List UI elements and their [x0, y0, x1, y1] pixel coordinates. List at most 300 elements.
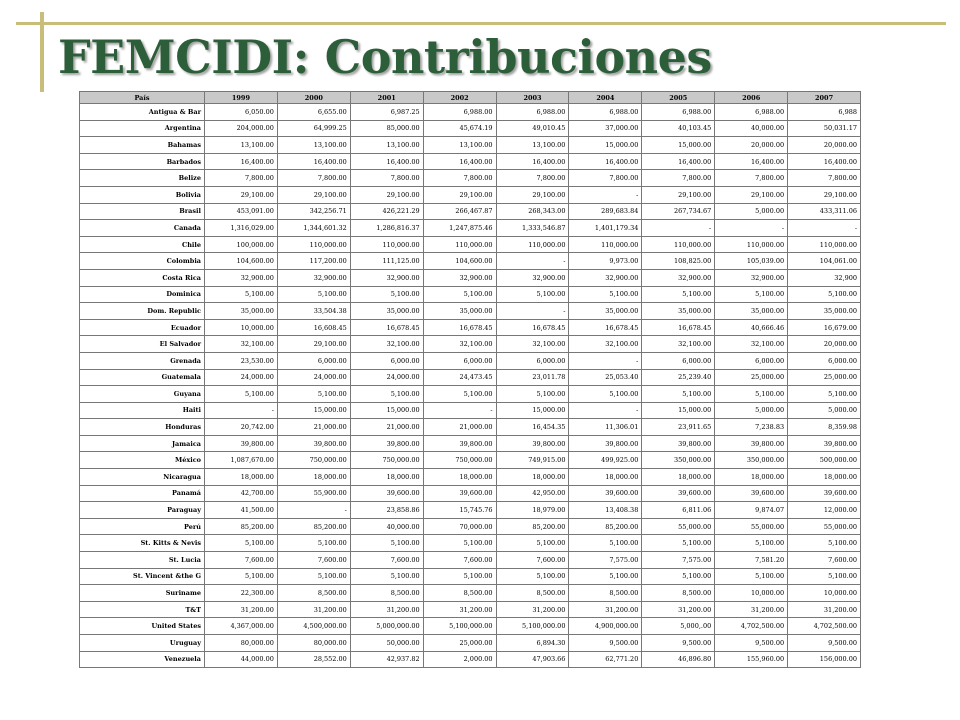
- value-cell: 5,000.00: [715, 402, 788, 419]
- value-cell: 500,000.00: [788, 452, 861, 469]
- value-cell: 35,000.00: [205, 303, 278, 320]
- value-cell: 45,674.19: [423, 120, 496, 137]
- value-cell: 8,500.00: [350, 585, 423, 602]
- value-cell: 7,238.83: [715, 419, 788, 436]
- value-cell: -: [496, 303, 569, 320]
- value-cell: 55,900.00: [277, 485, 350, 502]
- value-cell: 25,053.40: [569, 369, 642, 386]
- value-cell: 42,700.00: [205, 485, 278, 502]
- value-cell: 80,000.00: [277, 635, 350, 652]
- value-cell: 16,678.45: [569, 319, 642, 336]
- value-cell: 18,000.00: [569, 469, 642, 486]
- value-cell: 8,500.00: [496, 585, 569, 602]
- value-cell: 39,800.00: [496, 435, 569, 452]
- value-cell: 41,500.00: [205, 502, 278, 519]
- value-cell: 13,100.00: [277, 137, 350, 154]
- value-cell: 5,100.00: [715, 568, 788, 585]
- value-cell: 7,600.00: [423, 552, 496, 569]
- value-cell: 110,000.00: [715, 236, 788, 253]
- value-cell: 15,000.00: [277, 402, 350, 419]
- table-row: [80, 651, 861, 668]
- value-cell: 32,900.00: [423, 269, 496, 286]
- country-cell: Nicaragua: [80, 469, 205, 486]
- country-cell: St. Lucia: [80, 552, 205, 569]
- column-header-year: 1999: [205, 92, 278, 104]
- value-cell: 5,100,000.00: [496, 618, 569, 635]
- value-cell: -: [642, 220, 715, 237]
- value-cell: 5,100.00: [569, 386, 642, 403]
- value-cell: 5,100.00: [205, 568, 278, 585]
- country-cell: Uruguay: [80, 635, 205, 652]
- value-cell: 8,500.00: [423, 585, 496, 602]
- value-cell: 7,800.00: [496, 170, 569, 187]
- table-row: [80, 419, 861, 436]
- value-cell: 7,800.00: [569, 170, 642, 187]
- country-cell: Canada: [80, 220, 205, 237]
- country-cell: Panamá: [80, 485, 205, 502]
- value-cell: 29,100.00: [350, 186, 423, 203]
- value-cell: 6,988.00: [715, 104, 788, 121]
- value-cell: 85,000.00: [350, 120, 423, 137]
- value-cell: 31,200.00: [569, 601, 642, 618]
- value-cell: 100,000.00: [205, 236, 278, 253]
- value-cell: 4,367,000.00: [205, 618, 278, 635]
- table-row: [80, 518, 861, 535]
- value-cell: 6,000.00: [350, 352, 423, 369]
- value-cell: 10,000.00: [788, 585, 861, 602]
- value-cell: 32,900: [788, 269, 861, 286]
- table-row: [80, 120, 861, 137]
- value-cell: 32,100.00: [205, 336, 278, 353]
- value-cell: 433,311.06: [788, 203, 861, 220]
- table-row: [80, 568, 861, 585]
- table-body: [80, 104, 861, 668]
- value-cell: 64,999.25: [277, 120, 350, 137]
- value-cell: 2,000.00: [423, 651, 496, 668]
- value-cell: 39,800.00: [642, 435, 715, 452]
- value-cell: 453,091.00: [205, 203, 278, 220]
- column-header-year: 2004: [569, 92, 642, 104]
- country-cell: Belize: [80, 170, 205, 187]
- value-cell: 426,221.29: [350, 203, 423, 220]
- country-cell: Jamaica: [80, 435, 205, 452]
- value-cell: 25,000.00: [423, 635, 496, 652]
- table-row: [80, 552, 861, 569]
- value-cell: 6,987.25: [350, 104, 423, 121]
- value-cell: -: [496, 253, 569, 270]
- value-cell: 16,400.00: [350, 153, 423, 170]
- value-cell: 35,000.00: [569, 303, 642, 320]
- value-cell: 16,400.00: [277, 153, 350, 170]
- value-cell: 6,000.00: [642, 352, 715, 369]
- contributions-table-container: [79, 91, 860, 668]
- column-header-year: 2007: [788, 92, 861, 104]
- value-cell: 1,247,875.46: [423, 220, 496, 237]
- value-cell: 55,000.00: [715, 518, 788, 535]
- value-cell: 39,600.00: [569, 485, 642, 502]
- value-cell: -: [423, 402, 496, 419]
- value-cell: 7,575.00: [569, 552, 642, 569]
- value-cell: 267,734.67: [642, 203, 715, 220]
- value-cell: 32,900.00: [205, 269, 278, 286]
- column-header-year: 2000: [277, 92, 350, 104]
- table-row: [80, 303, 861, 320]
- table-row: [80, 435, 861, 452]
- value-cell: 31,200.00: [277, 601, 350, 618]
- country-cell: United States: [80, 618, 205, 635]
- value-cell: 5,100.00: [496, 535, 569, 552]
- value-cell: -: [569, 352, 642, 369]
- frame-accent-horizontal: [16, 22, 946, 25]
- value-cell: 110,000.00: [277, 236, 350, 253]
- value-cell: 9,874.07: [715, 502, 788, 519]
- value-cell: 111,125.00: [350, 253, 423, 270]
- table-row: [80, 203, 861, 220]
- value-cell: 7,800.00: [423, 170, 496, 187]
- value-cell: 20,742.00: [205, 419, 278, 436]
- country-cell: Chile: [80, 236, 205, 253]
- value-cell: 24,473.45: [423, 369, 496, 386]
- value-cell: 39,800.00: [277, 435, 350, 452]
- value-cell: 40,103.45: [642, 120, 715, 137]
- table-row: [80, 469, 861, 486]
- value-cell: 10,000.00: [205, 319, 278, 336]
- value-cell: 5,100.00: [715, 386, 788, 403]
- country-cell: Barbados: [80, 153, 205, 170]
- value-cell: 32,900.00: [496, 269, 569, 286]
- value-cell: 32,100.00: [496, 336, 569, 353]
- country-cell: El Salvador: [80, 336, 205, 353]
- value-cell: 6,988.00: [642, 104, 715, 121]
- table-row: [80, 170, 861, 187]
- table-row: [80, 352, 861, 369]
- country-cell: Argentina: [80, 120, 205, 137]
- value-cell: 35,000.00: [350, 303, 423, 320]
- value-cell: 35,000.00: [423, 303, 496, 320]
- value-cell: 16,400.00: [205, 153, 278, 170]
- value-cell: 16,400.00: [642, 153, 715, 170]
- value-cell: 15,000.00: [642, 402, 715, 419]
- value-cell: 49,010.45: [496, 120, 569, 137]
- table-row: [80, 336, 861, 353]
- country-cell: Dominica: [80, 286, 205, 303]
- value-cell: 31,200.00: [205, 601, 278, 618]
- value-cell: 5,100.00: [788, 386, 861, 403]
- country-cell: Dom. Republic: [80, 303, 205, 320]
- column-header-year: 2001: [350, 92, 423, 104]
- value-cell: 9,973.00: [569, 253, 642, 270]
- value-cell: 44,000.00: [205, 651, 278, 668]
- value-cell: 5,100.00: [350, 568, 423, 585]
- value-cell: 80,000.00: [205, 635, 278, 652]
- value-cell: 1,087,670.00: [205, 452, 278, 469]
- value-cell: 13,100.00: [496, 137, 569, 154]
- value-cell: 32,100.00: [350, 336, 423, 353]
- value-cell: 39,800.00: [715, 435, 788, 452]
- value-cell: 39,600.00: [715, 485, 788, 502]
- value-cell: 5,100.00: [423, 568, 496, 585]
- value-cell: 5,100.00: [423, 535, 496, 552]
- table-row: [80, 618, 861, 635]
- country-cell: Bolivia: [80, 186, 205, 203]
- value-cell: 35,000.00: [715, 303, 788, 320]
- value-cell: 29,100.00: [205, 186, 278, 203]
- table-row: [80, 585, 861, 602]
- table-row: [80, 601, 861, 618]
- value-cell: 18,000.00: [496, 469, 569, 486]
- value-cell: 32,900.00: [642, 269, 715, 286]
- value-cell: 8,359.98: [788, 419, 861, 436]
- value-cell: 5,100.00: [496, 286, 569, 303]
- value-cell: 5,100.00: [277, 535, 350, 552]
- value-cell: 1,401,179.34: [569, 220, 642, 237]
- value-cell: 18,000.00: [642, 469, 715, 486]
- value-cell: 5,100.00: [788, 535, 861, 552]
- country-cell: Bahamas: [80, 137, 205, 154]
- value-cell: 55,000.00: [642, 518, 715, 535]
- value-cell: 39,600.00: [350, 485, 423, 502]
- table-row: [80, 502, 861, 519]
- country-cell: Costa Rica: [80, 269, 205, 286]
- value-cell: 5,100.00: [788, 286, 861, 303]
- column-header-year: 2002: [423, 92, 496, 104]
- value-cell: 5,100.00: [496, 568, 569, 585]
- value-cell: 6,655.00: [277, 104, 350, 121]
- value-cell: 35,000.00: [788, 303, 861, 320]
- value-cell: 22,300.00: [205, 585, 278, 602]
- value-cell: 39,800.00: [788, 435, 861, 452]
- value-cell: 85,200.00: [569, 518, 642, 535]
- value-cell: 5,100.00: [350, 535, 423, 552]
- value-cell: -: [569, 402, 642, 419]
- value-cell: 8,500.00: [569, 585, 642, 602]
- value-cell: 15,000.00: [569, 137, 642, 154]
- value-cell: 9,500.00: [569, 635, 642, 652]
- table-row: [80, 402, 861, 419]
- value-cell: 6,000.00: [423, 352, 496, 369]
- value-cell: 6,050.00: [205, 104, 278, 121]
- value-cell: 5,000.00: [788, 402, 861, 419]
- value-cell: 1,333,546.87: [496, 220, 569, 237]
- value-cell: 18,000.00: [715, 469, 788, 486]
- value-cell: 18,000.00: [350, 469, 423, 486]
- column-header-year: 2005: [642, 92, 715, 104]
- value-cell: 50,031.17: [788, 120, 861, 137]
- value-cell: -: [569, 186, 642, 203]
- value-cell: 16,400.00: [496, 153, 569, 170]
- value-cell: 110,000.00: [423, 236, 496, 253]
- value-cell: 5,100.00: [569, 568, 642, 585]
- value-cell: 4,900,000.00: [569, 618, 642, 635]
- value-cell: 32,100.00: [715, 336, 788, 353]
- country-cell: Perú: [80, 518, 205, 535]
- value-cell: 29,100.00: [788, 186, 861, 203]
- value-cell: 499,925.00: [569, 452, 642, 469]
- value-cell: 21,000.00: [423, 419, 496, 436]
- value-cell: 6,811.06: [642, 502, 715, 519]
- value-cell: 4,500,000.00: [277, 618, 350, 635]
- value-cell: 266,467.87: [423, 203, 496, 220]
- value-cell: 6,988.00: [496, 104, 569, 121]
- table-row: [80, 220, 861, 237]
- value-cell: 7,600.00: [350, 552, 423, 569]
- value-cell: 24,000.00: [205, 369, 278, 386]
- value-cell: 15,745.76: [423, 502, 496, 519]
- value-cell: 32,100.00: [642, 336, 715, 353]
- value-cell: 18,979.00: [496, 502, 569, 519]
- table-row: [80, 369, 861, 386]
- value-cell: 29,100.00: [496, 186, 569, 203]
- country-cell: Grenada: [80, 352, 205, 369]
- value-cell: 750,000.00: [350, 452, 423, 469]
- value-cell: 6,988.00: [569, 104, 642, 121]
- value-cell: 20,000.00: [788, 336, 861, 353]
- value-cell: 31,200.00: [423, 601, 496, 618]
- table-row: [80, 137, 861, 154]
- country-cell: T&T: [80, 601, 205, 618]
- value-cell: 204,000.00: [205, 120, 278, 137]
- value-cell: 55,000.00: [788, 518, 861, 535]
- value-cell: 6,988: [788, 104, 861, 121]
- value-cell: 5,100.00: [715, 286, 788, 303]
- table-row: [80, 635, 861, 652]
- value-cell: 5,000.00: [715, 203, 788, 220]
- value-cell: 117,200.00: [277, 253, 350, 270]
- value-cell: 23,858.86: [350, 502, 423, 519]
- value-cell: 5,100.00: [715, 535, 788, 552]
- value-cell: 7,800.00: [350, 170, 423, 187]
- country-cell: Paraguay: [80, 502, 205, 519]
- column-header-country: País: [80, 92, 205, 104]
- value-cell: 13,408.38: [569, 502, 642, 519]
- value-cell: 13,100.00: [423, 137, 496, 154]
- value-cell: 750,000.00: [423, 452, 496, 469]
- country-cell: México: [80, 452, 205, 469]
- value-cell: 342,256.71: [277, 203, 350, 220]
- contributions-table: [79, 91, 861, 668]
- value-cell: 155,960.00: [715, 651, 788, 668]
- value-cell: 13,100.00: [350, 137, 423, 154]
- value-cell: 16,400.00: [423, 153, 496, 170]
- value-cell: 31,200.00: [496, 601, 569, 618]
- table-row: [80, 253, 861, 270]
- value-cell: 40,000.00: [715, 120, 788, 137]
- value-cell: 5,000,000.00: [350, 618, 423, 635]
- value-cell: 16,400.00: [569, 153, 642, 170]
- value-cell: 23,530.00: [205, 352, 278, 369]
- table-row: [80, 452, 861, 469]
- value-cell: 29,100.00: [277, 336, 350, 353]
- value-cell: 40,666.46: [715, 319, 788, 336]
- value-cell: 6,894.30: [496, 635, 569, 652]
- value-cell: 16,400.00: [715, 153, 788, 170]
- value-cell: 5,100,000.00: [423, 618, 496, 635]
- value-cell: 10,000.00: [715, 585, 788, 602]
- value-cell: 750,000.00: [277, 452, 350, 469]
- value-cell: 7,800.00: [642, 170, 715, 187]
- value-cell: -: [715, 220, 788, 237]
- value-cell: 1,344,601.32: [277, 220, 350, 237]
- value-cell: 50,000.00: [350, 635, 423, 652]
- value-cell: 5,100.00: [642, 535, 715, 552]
- value-cell: 5,100.00: [642, 286, 715, 303]
- value-cell: 16,678.45: [642, 319, 715, 336]
- table-row: [80, 535, 861, 552]
- country-cell: Suriname: [80, 585, 205, 602]
- value-cell: 7,800.00: [788, 170, 861, 187]
- column-header-year: 2003: [496, 92, 569, 104]
- value-cell: 42,950.00: [496, 485, 569, 502]
- value-cell: 16,454.35: [496, 419, 569, 436]
- value-cell: 16,678.45: [350, 319, 423, 336]
- value-cell: 5,100.00: [496, 386, 569, 403]
- value-cell: 70,000.00: [423, 518, 496, 535]
- value-cell: 110,000.00: [642, 236, 715, 253]
- value-cell: 6,000.00: [788, 352, 861, 369]
- value-cell: 5,100.00: [277, 568, 350, 585]
- value-cell: 16,679.00: [788, 319, 861, 336]
- value-cell: 9,500.00: [715, 635, 788, 652]
- value-cell: 7,600.00: [496, 552, 569, 569]
- value-cell: 18,000.00: [788, 469, 861, 486]
- value-cell: 1,286,816.37: [350, 220, 423, 237]
- country-cell: St. Vincent &the G: [80, 568, 205, 585]
- table-row: [80, 269, 861, 286]
- value-cell: 18,000.00: [423, 469, 496, 486]
- value-cell: 31,200.00: [350, 601, 423, 618]
- country-cell: Colombia: [80, 253, 205, 270]
- country-cell: Guyana: [80, 386, 205, 403]
- value-cell: 16,608.45: [277, 319, 350, 336]
- value-cell: 31,200.00: [715, 601, 788, 618]
- table-row: [80, 319, 861, 336]
- value-cell: 4,702,500.00: [788, 618, 861, 635]
- value-cell: 5,100.00: [423, 386, 496, 403]
- country-cell: Haiti: [80, 402, 205, 419]
- table-row: [80, 485, 861, 502]
- value-cell: 104,061.00: [788, 253, 861, 270]
- table-row: [80, 153, 861, 170]
- value-cell: 62,771.20: [569, 651, 642, 668]
- value-cell: 7,800.00: [715, 170, 788, 187]
- value-cell: 104,600.00: [205, 253, 278, 270]
- value-cell: 18,000.00: [277, 469, 350, 486]
- country-cell: Ecuador: [80, 319, 205, 336]
- table-row: [80, 104, 861, 121]
- country-cell: Venezuela: [80, 651, 205, 668]
- value-cell: 37,000.00: [569, 120, 642, 137]
- value-cell: -: [788, 220, 861, 237]
- value-cell: 5,100.00: [277, 286, 350, 303]
- value-cell: 8,500.00: [277, 585, 350, 602]
- value-cell: 5,100.00: [350, 286, 423, 303]
- value-cell: 24,000.00: [277, 369, 350, 386]
- value-cell: 110,000.00: [569, 236, 642, 253]
- value-cell: -: [205, 402, 278, 419]
- value-cell: 39,800.00: [423, 435, 496, 452]
- value-cell: 39,600.00: [642, 485, 715, 502]
- value-cell: 5,100.00: [205, 386, 278, 403]
- value-cell: 5,100.00: [205, 535, 278, 552]
- table-header-row: [80, 92, 861, 104]
- value-cell: 5,100.00: [423, 286, 496, 303]
- value-cell: 5,100.00: [569, 286, 642, 303]
- value-cell: 7,600.00: [205, 552, 278, 569]
- value-cell: 40,000.00: [350, 518, 423, 535]
- value-cell: 7,581.20: [715, 552, 788, 569]
- value-cell: 16,678.45: [423, 319, 496, 336]
- value-cell: 42,937.82: [350, 651, 423, 668]
